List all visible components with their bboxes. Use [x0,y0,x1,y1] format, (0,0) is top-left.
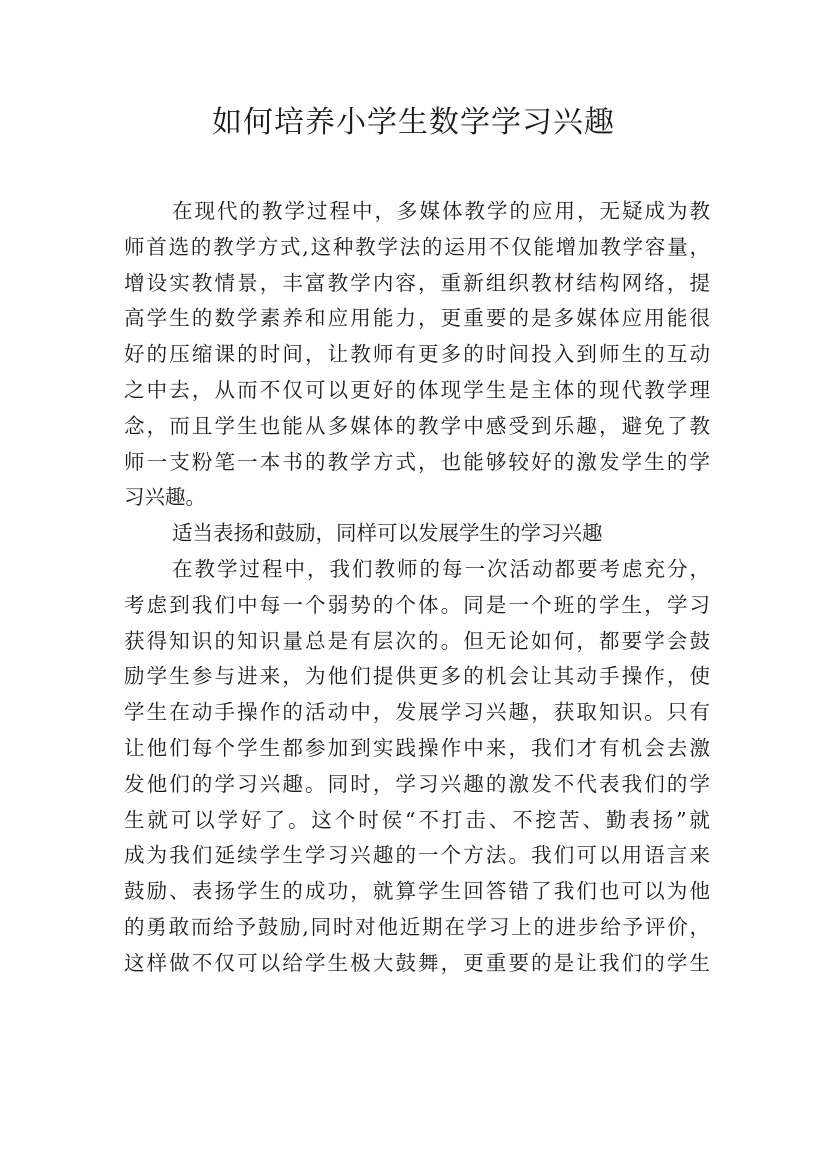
paragraph-2-line-10: 鼓励、表扬学生的成功，就算学生回答错了我们也可以为他 [124,879,710,904]
paragraph-1-line-6: 之中去，从而不仅可以更好的体现学生是主体的现代教学理 [124,377,710,402]
paragraph-2-line-12: 这样做不仅可以给学生极大鼓舞，更重要的是让我们的学生 [124,950,710,975]
paragraph-2-line-8: 生就可以学好了。这个时侯“不打击、不挖苦、勤表扬”就 [124,807,710,832]
paragraph-2-line-6: 让他们每个学生都参加到实践操作中来，我们才有机会去激 [124,735,710,760]
paragraph-1-line-8: 师一支粉笔一本书的教学方式，也能够较好的激发学生的学 [124,449,710,474]
paragraph-2-line-11: 的勇敢而给予鼓励,同时对他近期在学习上的进步给予评价， [124,914,710,939]
paragraph-2-line-9: 成为我们延续学生学习兴趣的一个方法。我们可以用语言来 [124,843,710,868]
section-heading: 适当表扬和鼓励，同样可以发展学生的学习兴趣 [172,521,603,546]
paragraph-1-line-4: 高学生的数学素养和应用能力，更重要的是多媒体应用能很 [124,306,710,331]
paragraph-2-line-3: 获得知识的知识量总是有层次的。但无论如何，都要学会鼓 [124,628,710,653]
paragraph-1-line-7: 念，而且学生也能从多媒体的教学中感受到乐趣，避免了教 [124,413,710,438]
paragraph-1-line-3: 增设实教情景，丰富教学内容，重新组织教材结构网络，提 [124,270,710,295]
paragraph-2-line-2: 考虑到我们中每一个弱势的个体。同是一个班的学生，学习 [124,592,710,617]
document-body [124,194,710,982]
page-title: 如何培养小学生数学学习兴趣 [212,105,615,140]
paragraph-1-line-5: 好的压缩课的时间，让教师有更多的时间投入到师生的互动 [124,342,710,367]
paragraph-1-line-2: 师首选的教学方式,这种教学法的运用不仅能增加教学容量， [124,234,710,259]
paragraph-2-line-4: 励学生参与进来，为他们提供更多的机会让其动手操作，使 [124,664,710,689]
paragraph-2-line-1: 在教学过程中，我们教师的每一次活动都要考虑充分， [172,556,710,581]
paragraph-2-line-5: 学生在动手操作的活动中，发展学习兴趣，获取知识。只有 [124,700,710,725]
paragraph-2-line-7: 发他们的学习兴趣。同时，学习兴趣的激发不代表我们的学 [124,771,710,796]
paragraph-1-line-9: 习兴趣。 [124,485,206,510]
paragraph-1-line-1: 在现代的教学过程中，多媒体教学的应用，无疑成为教 [172,199,710,223]
